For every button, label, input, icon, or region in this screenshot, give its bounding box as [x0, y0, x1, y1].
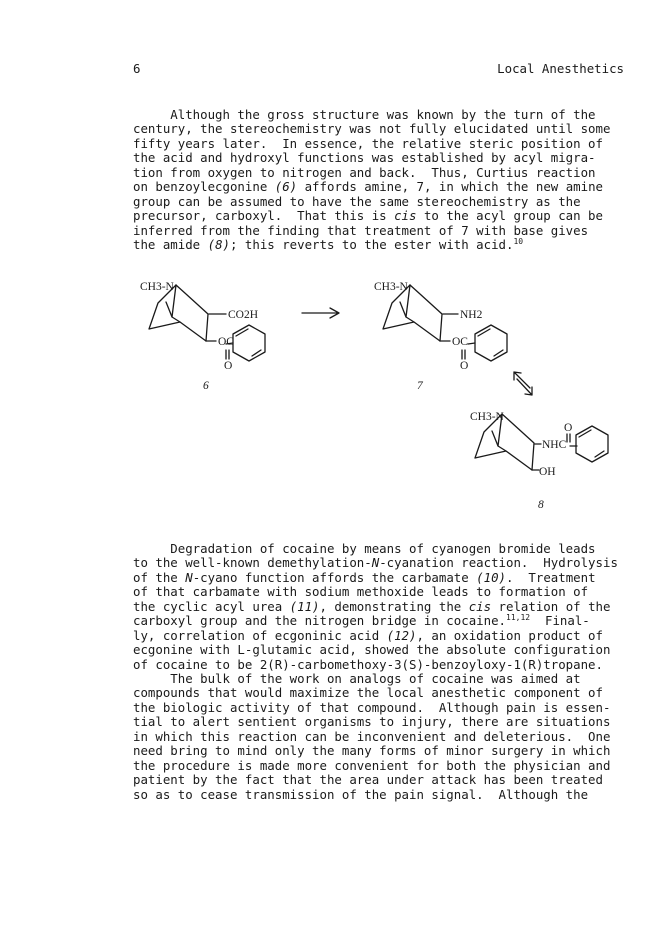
text-line: patient by the fact that the area under attack has been treated: [133, 772, 603, 788]
text-run: the amide: [133, 237, 208, 253]
italic-term: cis: [394, 208, 417, 224]
text-line: of cocaine to be 2(R)-carbomethoxy-3(S)-benzoyloxy-1(R)tropane.: [133, 656, 603, 672]
text-run: , demonstrating the: [319, 598, 469, 614]
text-run: ly, correlation of ecgoninic acid: [133, 627, 387, 643]
paragraph-stereochemistry: [133, 108, 625, 253]
text-line: fifty years later. In essence, the relative steric position of: [133, 135, 603, 151]
compound-ref: (12): [386, 627, 417, 643]
text-run: carboxyl group and the nitrogen bridge in cocaine.: [133, 613, 506, 629]
text-line: ecgonine with L-glutamic acid, showed the absolute configuration: [133, 642, 611, 658]
forward-arrow: [302, 308, 339, 318]
text-line: group can be assumed to have the same stereochemistry as the: [133, 193, 581, 209]
text-line: the biologic activity of that compound. Although pain is essen-: [133, 699, 611, 715]
compound-7-amino-label: NH2: [460, 309, 483, 321]
text-run: , an oxidation product of: [416, 627, 603, 643]
text-line: so as to cease transmission of the pain signal. Although the: [133, 786, 589, 802]
compound-8-number: 8: [538, 499, 544, 511]
text-line: [133, 238, 625, 252]
compound-8-amine-label: CH3-N: [470, 411, 504, 423]
reference-superscript: 11,12: [506, 613, 531, 623]
text-line: [133, 556, 625, 570]
text-run: precursor, carboxyl. That this is: [133, 208, 395, 224]
text-line: [133, 629, 625, 643]
text-run: relation of the: [491, 598, 611, 614]
compound-ref: (6): [274, 179, 298, 195]
text-line: tial to alert sentient organisms to injury, there are situations: [133, 714, 611, 730]
text-line: in which this reaction can be inconvenient and deleterious. One: [133, 728, 611, 744]
text-line: the procedure is made more convenient for both the physician and: [133, 757, 611, 773]
text-line: The bulk of the work on analogs of cocaine was aimed at: [133, 671, 581, 686]
reaction-scheme: [0, 272, 671, 522]
paragraph-analogs: [133, 672, 625, 802]
text-line: [133, 614, 625, 628]
compound-7-ester-label: OC: [452, 336, 468, 348]
text-run: to the well-known demethylation-: [133, 555, 372, 571]
compound-7-amine-label: CH3-N: [374, 281, 408, 293]
equilibrium-arrow-up: [514, 372, 530, 388]
text-line: century, the stereochemistry was not fully elucidated until some: [133, 121, 611, 137]
compound-8-carbonyl-oxygen-label: O: [564, 422, 573, 434]
compound-7-number: 7: [417, 380, 423, 392]
italic-term: cis: [468, 598, 492, 614]
text-run: the cyclic acyl urea: [133, 598, 290, 614]
text-line: Although the gross structure was known by the turn of the: [133, 107, 596, 122]
running-title: Local Anesthetics: [497, 61, 624, 76]
text-run: Final-: [530, 613, 590, 629]
text-run: -cyanation reaction. Hydrolysis: [379, 555, 618, 571]
text-run: ; this reverts to the ester with acid.: [230, 237, 514, 253]
text-run: to the acyl group can be: [416, 208, 603, 224]
text-line: tion from oxygen to nitrogen and back. Thus, Curtius reaction: [133, 164, 596, 180]
text-run: of the: [133, 569, 186, 585]
text-run: on benzoylecgonine: [133, 179, 275, 195]
page-number: 6: [133, 61, 141, 76]
compound-ref: (11): [289, 598, 320, 614]
compound-6-number: 6: [203, 380, 209, 392]
text-run: . Treatment: [506, 569, 596, 585]
text-line: of that carbamate with sodium methoxide leads to formation of: [133, 584, 589, 600]
italic-term: N: [371, 555, 380, 571]
compound-6-carboxyl-label: CO2H: [228, 309, 259, 321]
text-run: -cyano function affords the carbamate: [192, 569, 477, 585]
paragraph-degradation: [133, 542, 625, 672]
compound-8-amide-label: NHC: [542, 439, 567, 451]
text-run: affords amine, 7, in which the new amine: [297, 179, 603, 195]
text-line: need bring to mind only the many forms of minor surgery in which: [133, 743, 611, 759]
italic-term: N: [185, 569, 193, 585]
text-line: [133, 571, 625, 585]
compound-7-oxygen-label: O: [460, 360, 469, 372]
compound-6-ester-label: OC: [218, 336, 234, 348]
compound-7-structure: [383, 285, 507, 361]
compound-8-hydroxyl-label: OH: [539, 466, 556, 478]
text-line: compounds that would maximize the local anesthetic component of: [133, 685, 603, 701]
text-line: [133, 209, 625, 223]
text-line: inferred from the finding that treatment of 7 with base gives: [133, 222, 589, 238]
compound-6-structure: [149, 285, 265, 361]
text-line: the acid and hydroxyl functions was established by acyl migra-: [133, 150, 596, 166]
text-line: [133, 180, 625, 194]
text-line: Degradation of cocaine by means of cyanogen bromide leads: [133, 541, 596, 556]
text-line: [133, 600, 625, 614]
compound-ref: (10): [476, 569, 507, 585]
compound-ref: (8): [207, 237, 230, 253]
compound-6-oxygen-label: O: [224, 360, 233, 372]
compound-6-amine-label: CH3-N: [140, 281, 174, 293]
reference-superscript: 10: [513, 237, 524, 247]
